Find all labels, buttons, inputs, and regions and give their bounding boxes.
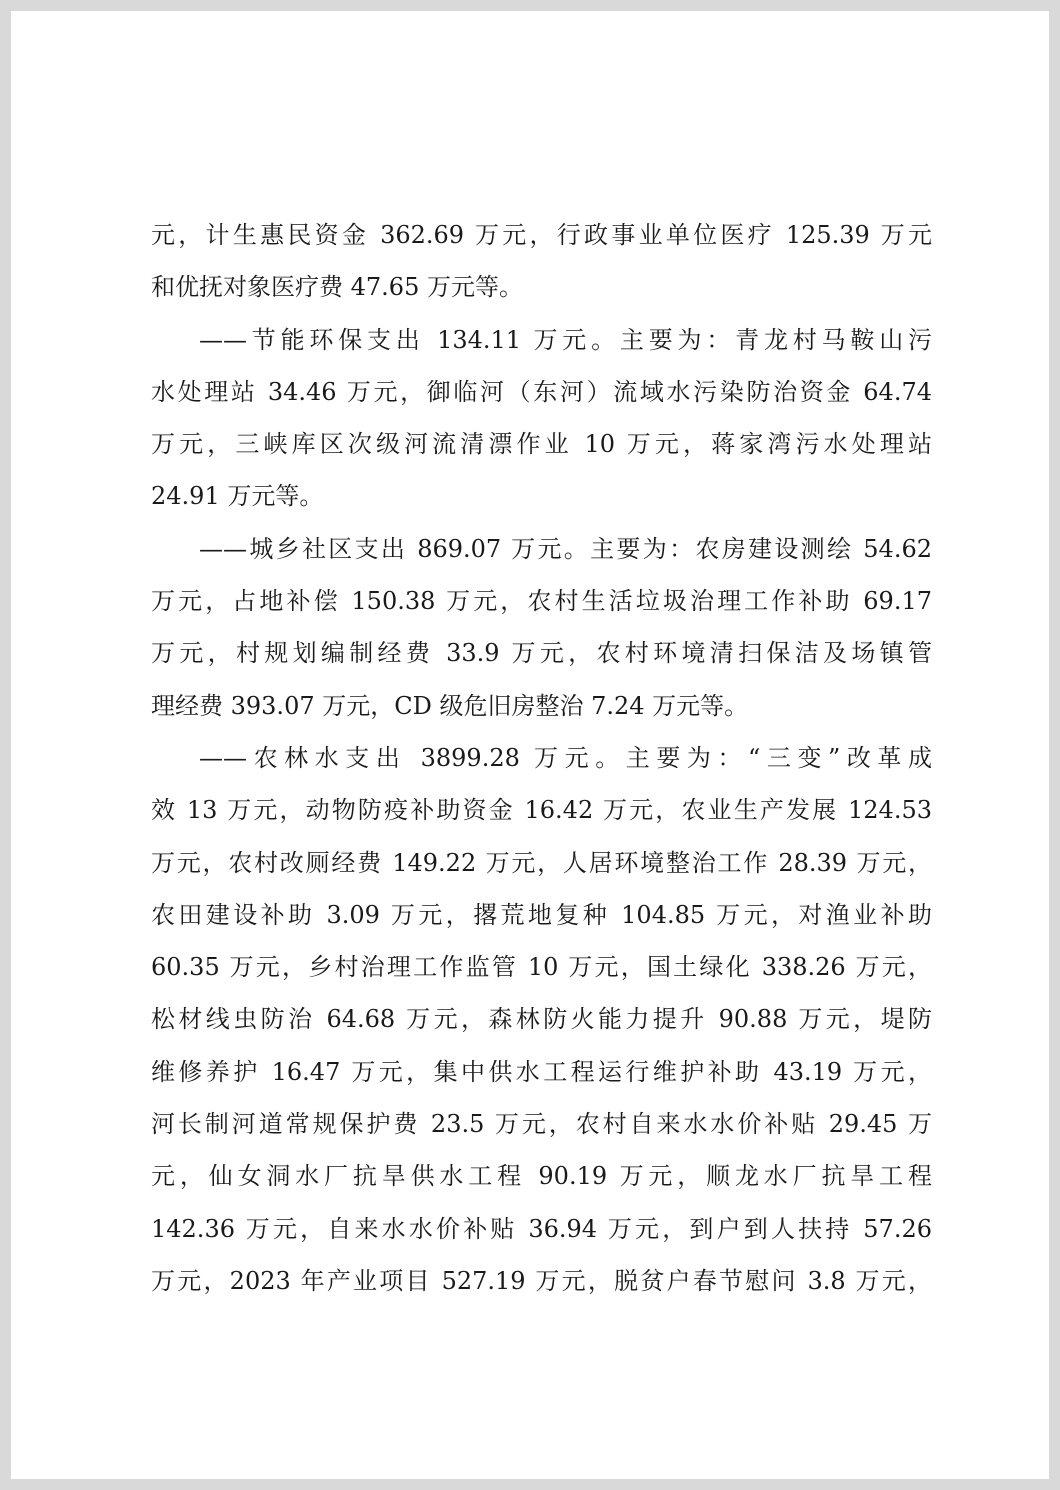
text-line: 24.91 万元等。 [151, 482, 324, 511]
document-body [151, 209, 932, 1307]
text-line: 万元，占地补偿 150.38 万元，农村生活垃圾治理工作补助 69.17 [151, 587, 932, 616]
text-line: 万元，三峡库区次级河流清漂作业 10 万元，蒋家湾污水处理站 [151, 430, 932, 459]
document-page [11, 11, 1049, 1479]
text-line: 理经费 393.07 万元，CD 级危旧房整治 7.24 万元等。 [151, 691, 749, 720]
text-line: 维修养护 16.47 万元，集中供水工程运行维护补助 43.19 万元， [151, 1057, 932, 1086]
text-line: 松材线虫防治 64.68 万元，森林防火能力提升 90.88 万元，堤防 [151, 1005, 932, 1034]
text-line: 水处理站 34.46 万元，御临河（东河）流域水污染防治资金 64.74 [151, 377, 932, 406]
text-line: 农田建设补助 3.09 万元，撂荒地复种 104.85 万元，对渔业补助 [151, 900, 932, 929]
text-line: 万元，2023 年产业项目 527.19 万元，脱贫户春节慰问 3.8 万元， [151, 1266, 932, 1295]
text-line: 142.36 万元，自来水水价补贴 36.94 万元，到户到人扶持 57.26 [151, 1214, 932, 1243]
text-line: 效 13 万元，动物防疫补助资金 16.42 万元，农业生产发展 124.53 [151, 796, 932, 825]
text-line: 万元，农村改厕经费 149.22 万元，人居环境整治工作 28.39 万元， [151, 848, 932, 877]
text-line: 元，仙女洞水厂抗旱供水工程 90.19 万元，顺龙水厂抗旱工程 [151, 1162, 932, 1191]
text-line: 河长制河道常规保护费 23.5 万元，农村自来水水价补贴 29.45 万 [151, 1110, 932, 1139]
section-heading-line: ——节能环保支出 134.11 万元。主要为：青龙村马鞍山污 [199, 325, 932, 354]
text-line: 万元，村规划编制经费 33.9 万元，农村环境清扫保洁及场镇管 [151, 639, 932, 668]
text-line: 60.35 万元，乡村治理工作监管 10 万元，国土绿化 338.26 万元， [151, 953, 932, 982]
text-line: 和优抚对象医疗费 47.65 万元等。 [151, 273, 523, 302]
section-heading-line: ——农林水支出 3899.28 万元。主要为：“三变”改革成 [199, 743, 932, 772]
text-line: 元，计生惠民资金 362.69 万元，行政事业单位医疗 125.39 万元 [151, 221, 932, 249]
section-heading-line: ——城乡社区支出 869.07 万元。主要为：农房建设测绘 54.62 [199, 534, 932, 563]
